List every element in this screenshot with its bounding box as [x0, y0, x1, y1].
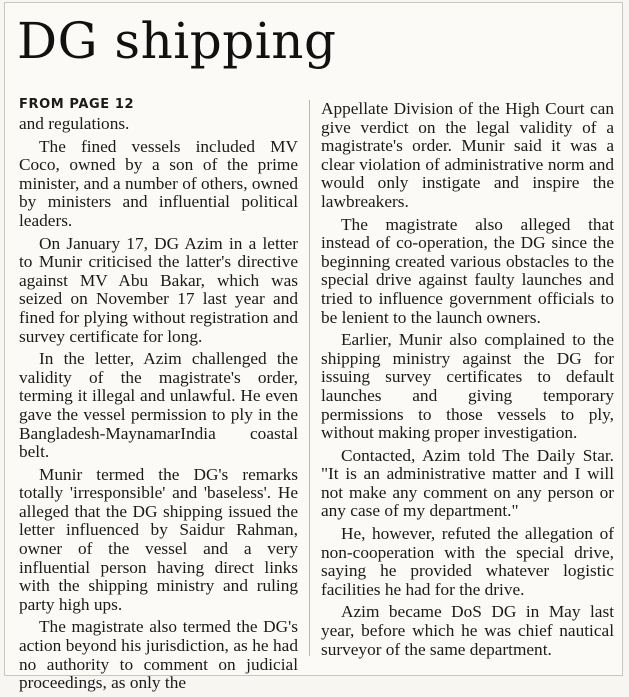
paragraph: The magistrate also termed the DG's action beyond his jurisdiction, as he had no authority to comment on judicial proceedings, as only the [19, 617, 298, 693]
paragraph: Contacted, Azim told The Daily Star. "It is an administrative matter and I will not make any comment on any person or any case of my department." [321, 445, 614, 521]
paragraph: Appellate Division of the High Court can give verdict on the legal validity of a magistrate's order. Munir said it was a clear violation of administrative norm and would only instigate and inspire the lawbreakers. [321, 99, 614, 211]
paragraph: In the letter, Azim challenged the validity of the magistrate's order, terming it illegal and unlawful. He even gave the vessel permission to ply in the Bangladesh-MaynamarIndia coastal belt. [19, 349, 298, 462]
article-headline: DG shipping [17, 12, 337, 70]
article-column-right [321, 100, 614, 663]
column-divider [309, 100, 310, 656]
continuation-kicker: FROM PAGE 12 [19, 97, 135, 112]
paragraph: and regulations. [19, 114, 130, 133]
paragraph: Earlier, Munir also complained to the shipping ministry against the DG for issuing survey certificates to default launches and giving temporary permissions to those vessels to ply, without making proper investigation. [321, 330, 614, 443]
article-column-left [19, 96, 298, 697]
paragraph: The fined vessels included MV Coco, owned by a son of the prime minister, and a number of others, owned by ministers and influential political leaders. [19, 136, 298, 230]
paragraph: Azim became DoS DG in May last year, before which he was chief nautical surveyor of the same department. [321, 602, 614, 659]
paragraph: The magistrate also alleged that instead of co-operation, the DG since the beginning created various obstacles to the special drive against faulty launches and tried to influence government officials to be lenient to the launch owners. [321, 214, 614, 327]
paragraph: On January 17, DG Azim in a letter to Munir criticised the latter's directive against MV Abu Bakar, which was seized on November 17 last year and fined for plying without registration and survey certificate for long. [19, 233, 298, 346]
paragraph: He, however, refuted the allegation of non-cooperation with the special drive, saying he provided whatever logistic facilities he had for the drive. [321, 524, 614, 599]
paragraph: Munir termed the DG's remarks totally 'irresponsible' and 'baseless'. He alleged that the DG shipping issued the letter influenced by Saidur Rahman, owner of the vessel and a very influential person having direct links with the shipping ministry and ruling party high ups. [19, 464, 298, 614]
